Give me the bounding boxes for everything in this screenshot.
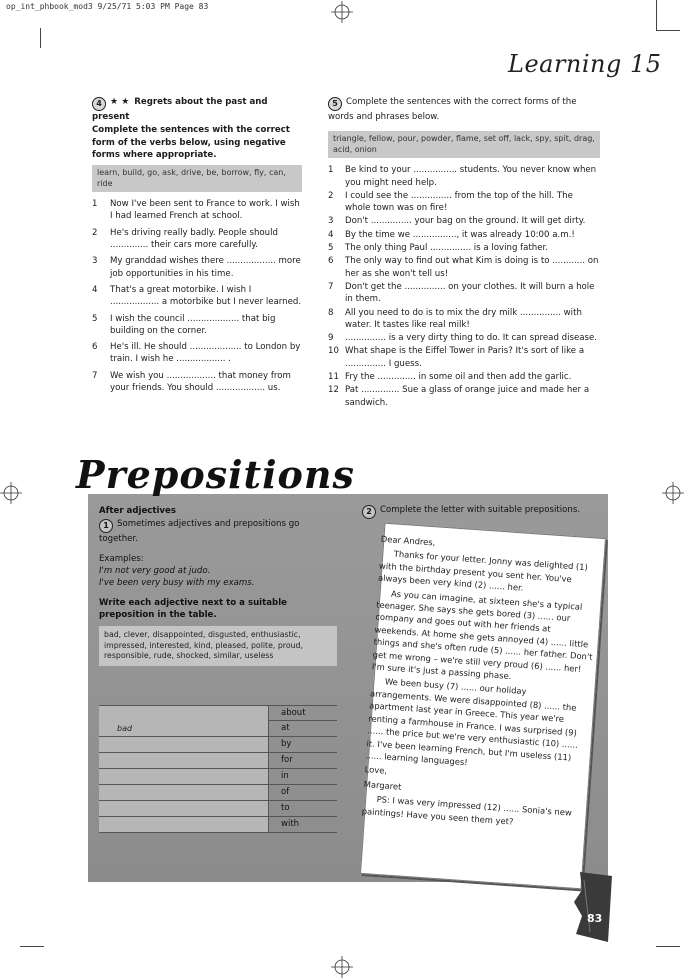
- preposition-cell: to: [281, 803, 290, 813]
- exercise-4-word-box: learn, build, go, ask, drive, be, borrow, fly, can, ride: [92, 165, 302, 192]
- table-row: [99, 737, 337, 753]
- crop-mark: [656, 30, 680, 31]
- item-number: 9: [328, 333, 334, 344]
- exercise-5-item: [328, 215, 600, 227]
- adjective-cell[interactable]: [99, 753, 269, 768]
- prepositions-title: Prepositions: [76, 452, 355, 497]
- adjective-word-box: bad, clever, disappointed, disgusted, enthusiastic, impressed, interested, kind, pleased, polite, proud, responsible, rude, shocked, similar, useless: [99, 626, 337, 666]
- item-number: 8: [328, 307, 334, 318]
- adjective-cell[interactable]: [99, 737, 269, 752]
- item-number: 5: [328, 243, 334, 254]
- letter: [361, 533, 600, 835]
- exercise-5-item: [328, 281, 600, 306]
- preposition-cell: about: [281, 708, 306, 718]
- preposition-cell: at: [281, 723, 290, 733]
- exercise-5-item: [328, 255, 600, 280]
- crop-mark: [40, 28, 41, 48]
- exercise-4-item: [92, 255, 302, 280]
- task-number: 1: [99, 519, 113, 533]
- registration-mark-left: [0, 482, 22, 504]
- item-number: 12: [328, 385, 339, 396]
- item-text: He's ill. He should ................... to London by train. I wish he .................. .: [110, 342, 301, 365]
- exercise-5-item: [328, 384, 600, 409]
- exercise-4-item: [92, 370, 302, 395]
- exercise-5: [328, 96, 600, 410]
- item-number: 3: [328, 216, 334, 227]
- exercise-4-instruction: Complete the sentences with the correct form of the verbs below, using negative forms where appropriate.: [92, 125, 290, 160]
- exercise-5-item: [328, 190, 600, 215]
- table-row: [99, 801, 337, 817]
- item-text: The only thing Paul ............... is a loving father.: [345, 243, 549, 254]
- item-text: What shape is the Eiffel Tower in Paris? It's sort of like a ............... I guess.: [345, 346, 585, 369]
- page-header-title: Learning 15: [508, 50, 662, 78]
- exercise-4-item: [92, 313, 302, 338]
- after-adjectives-heading: After adjectives: [99, 506, 176, 516]
- item-text: All you need to do is to mix the dry milk ............... with water. It tastes like real milk!: [345, 307, 582, 330]
- task-1: [99, 518, 339, 545]
- exercise-4: [92, 96, 302, 398]
- examples-label: Examples:: [99, 554, 144, 564]
- item-number: 2: [328, 190, 334, 201]
- item-text: He's driving really badly. People should .............. their cars more carefully.: [110, 227, 278, 251]
- letter-greeting: Dear Andres,: [380, 533, 436, 548]
- item-text: Now I've been sent to France to work. I wish I had learned French at school.: [110, 199, 300, 222]
- adjective-cell[interactable]: [99, 785, 269, 800]
- item-text: ............... is a very dirty thing to do. It can spread disease.: [345, 333, 598, 344]
- exercise-5-heading: [328, 96, 600, 123]
- task-number: 2: [362, 505, 376, 519]
- adjective-cell[interactable]: [99, 706, 269, 721]
- item-text: We wish you .................. that money from your friends. You should .................. us.: [110, 370, 291, 394]
- adjective-cell[interactable]: [99, 817, 269, 832]
- item-number: 4: [328, 229, 334, 240]
- item-number: 11: [328, 372, 339, 383]
- item-number: 7: [92, 370, 98, 381]
- letter-signoff: Love,: [364, 764, 388, 776]
- item-text: I could see the ............... from the top of the hill. The whole town was on fire!: [345, 190, 573, 214]
- adjective-cell[interactable]: [99, 801, 269, 816]
- item-number: 3: [92, 256, 98, 267]
- registration-mark-right: [662, 482, 684, 504]
- registration-mark-bottom: [331, 956, 353, 978]
- exercise-4-items: [92, 198, 302, 394]
- exercise-5-item: [328, 307, 600, 332]
- item-text: The only way to find out what Kim is doing is to ............ on her as she won't tell us!: [345, 256, 599, 279]
- exercise-4-item: [92, 198, 302, 223]
- preposition-table: [99, 705, 337, 833]
- item-number: 1: [328, 165, 334, 176]
- page-number: 83: [587, 912, 603, 925]
- item-number: 2: [92, 227, 98, 238]
- task-2: [362, 505, 580, 519]
- exercise-number: 4: [92, 97, 106, 111]
- table-row: [99, 769, 337, 785]
- exercise-4-heading: [92, 96, 302, 123]
- item-text: I wish the council ................... that big building on the corner.: [110, 313, 276, 336]
- letter-paragraph-1: Thanks for your letter. Jonny was delighted (1) with the birthday present you sent her. You've always been very kind (2) ...... her.: [377, 549, 589, 593]
- table-row: [99, 817, 337, 833]
- table-row: [99, 721, 337, 737]
- task-2-text: Complete the letter with suitable prepositions.: [380, 505, 581, 515]
- item-text: Fry the .............. in some oil and then add the garlic.: [345, 372, 572, 383]
- example-2: I've been very busy with my exams.: [99, 578, 255, 588]
- letter-paragraph-3: We been busy (7) ...... our holiday arrangements. We were disappointed (8) ...... the apartment last year in Greece. This year we're renting a farmhouse in France. I was surprised (9) ...... the price but we're very enthusiastic (10) ...... it. I've been learning French, but I'm useless (11) ...... learning languages!: [365, 676, 579, 768]
- preposition-cell: in: [281, 771, 289, 781]
- exercise-4-item: [92, 227, 302, 252]
- item-text: Be kind to your ................ students. You never know when you might need help.: [345, 165, 597, 188]
- exercise-4-title: Regrets about the past and present: [92, 97, 268, 122]
- after-adjectives-section: [99, 505, 339, 666]
- exercise-5-word-box: triangle, fellow, pour, powder, flame, set off, lack, spy, spit, drag, acid, onion: [328, 131, 600, 158]
- difficulty-stars-icon: ★ ★: [110, 97, 130, 107]
- exercise-5-item: [328, 371, 600, 383]
- crop-mark: [20, 946, 44, 947]
- crop-mark: [656, 946, 680, 947]
- registration-mark-top: [331, 1, 353, 23]
- adjective-cell[interactable]: bad: [99, 721, 269, 736]
- letter-signature: Margaret: [363, 778, 402, 792]
- item-text: Don't get the ............... on your clothes. It will burn a hole in them.: [345, 281, 595, 305]
- item-number: 6: [92, 342, 98, 353]
- table-row: [99, 705, 337, 721]
- exercise-4-item: [92, 341, 302, 366]
- item-number: 5: [92, 313, 98, 324]
- preposition-cell: for: [281, 755, 293, 765]
- task-1-text: Sometimes adjectives and prepositions go together.: [99, 519, 300, 544]
- exercise-5-item: [328, 332, 600, 344]
- exercise-number: 5: [328, 97, 342, 111]
- exercise-4-item: [92, 284, 302, 309]
- exercise-5-item: [328, 242, 600, 254]
- item-number: 1: [92, 199, 98, 210]
- adjective-cell[interactable]: [99, 769, 269, 784]
- exercise-5-items: [328, 164, 600, 409]
- crop-mark: [656, 0, 657, 30]
- exercise-5-instruction: Complete the sentences with the correct forms of the words and phrases below.: [328, 97, 577, 122]
- item-text: My granddad wishes there .................. more job opportunities in his time.: [110, 256, 301, 279]
- letter-ps: PS: I was very impressed (12) ...... Sonia's new paintings! Have you seen them yet?: [361, 794, 573, 827]
- preposition-cell: with: [281, 819, 300, 829]
- preposition-cell: of: [281, 787, 290, 797]
- write-instruction: Write each adjective next to a suitable preposition in the table.: [99, 598, 287, 620]
- item-number: 7: [328, 281, 334, 292]
- exercise-5-item: [328, 229, 600, 241]
- exercise-5-item: [328, 164, 600, 189]
- table-row: [99, 753, 337, 769]
- item-number: 6: [328, 256, 334, 267]
- example-1: I'm not very good at judo.: [99, 566, 211, 576]
- exercise-5-item: [328, 345, 600, 370]
- item-text: Pat .............. Sue a glass of orange juice and made her a sandwich.: [345, 385, 590, 408]
- preposition-cell: by: [281, 739, 292, 749]
- table-row: [99, 785, 337, 801]
- letter-paragraph-2: As you can imagine, at sixteen she's a typical teenager. She says she gets bored (3) ...... our company and goes out with her friends at weekends. At home she gets annoyed (4) ...... little things and she's often rude (5) ...... her father. Don't get me wrong – we're still very proud (6) ...... her! I'm sure it's just a passing phase.: [371, 588, 593, 682]
- page-number-tab-icon: [572, 872, 612, 942]
- item-text: By the time we ................, it was already 10:00 a.m.!: [345, 229, 575, 240]
- print-slug: op_int_phbook_mod3 9/25/71 5:03 PM Page 83: [6, 2, 209, 11]
- item-text: Don't ............... your bag on the ground. It will get dirty.: [345, 216, 586, 227]
- item-text: That's a great motorbike. I wish I .................. a motorbike but I never learned.: [110, 284, 302, 308]
- item-number: 4: [92, 284, 98, 295]
- item-number: 10: [328, 346, 339, 357]
